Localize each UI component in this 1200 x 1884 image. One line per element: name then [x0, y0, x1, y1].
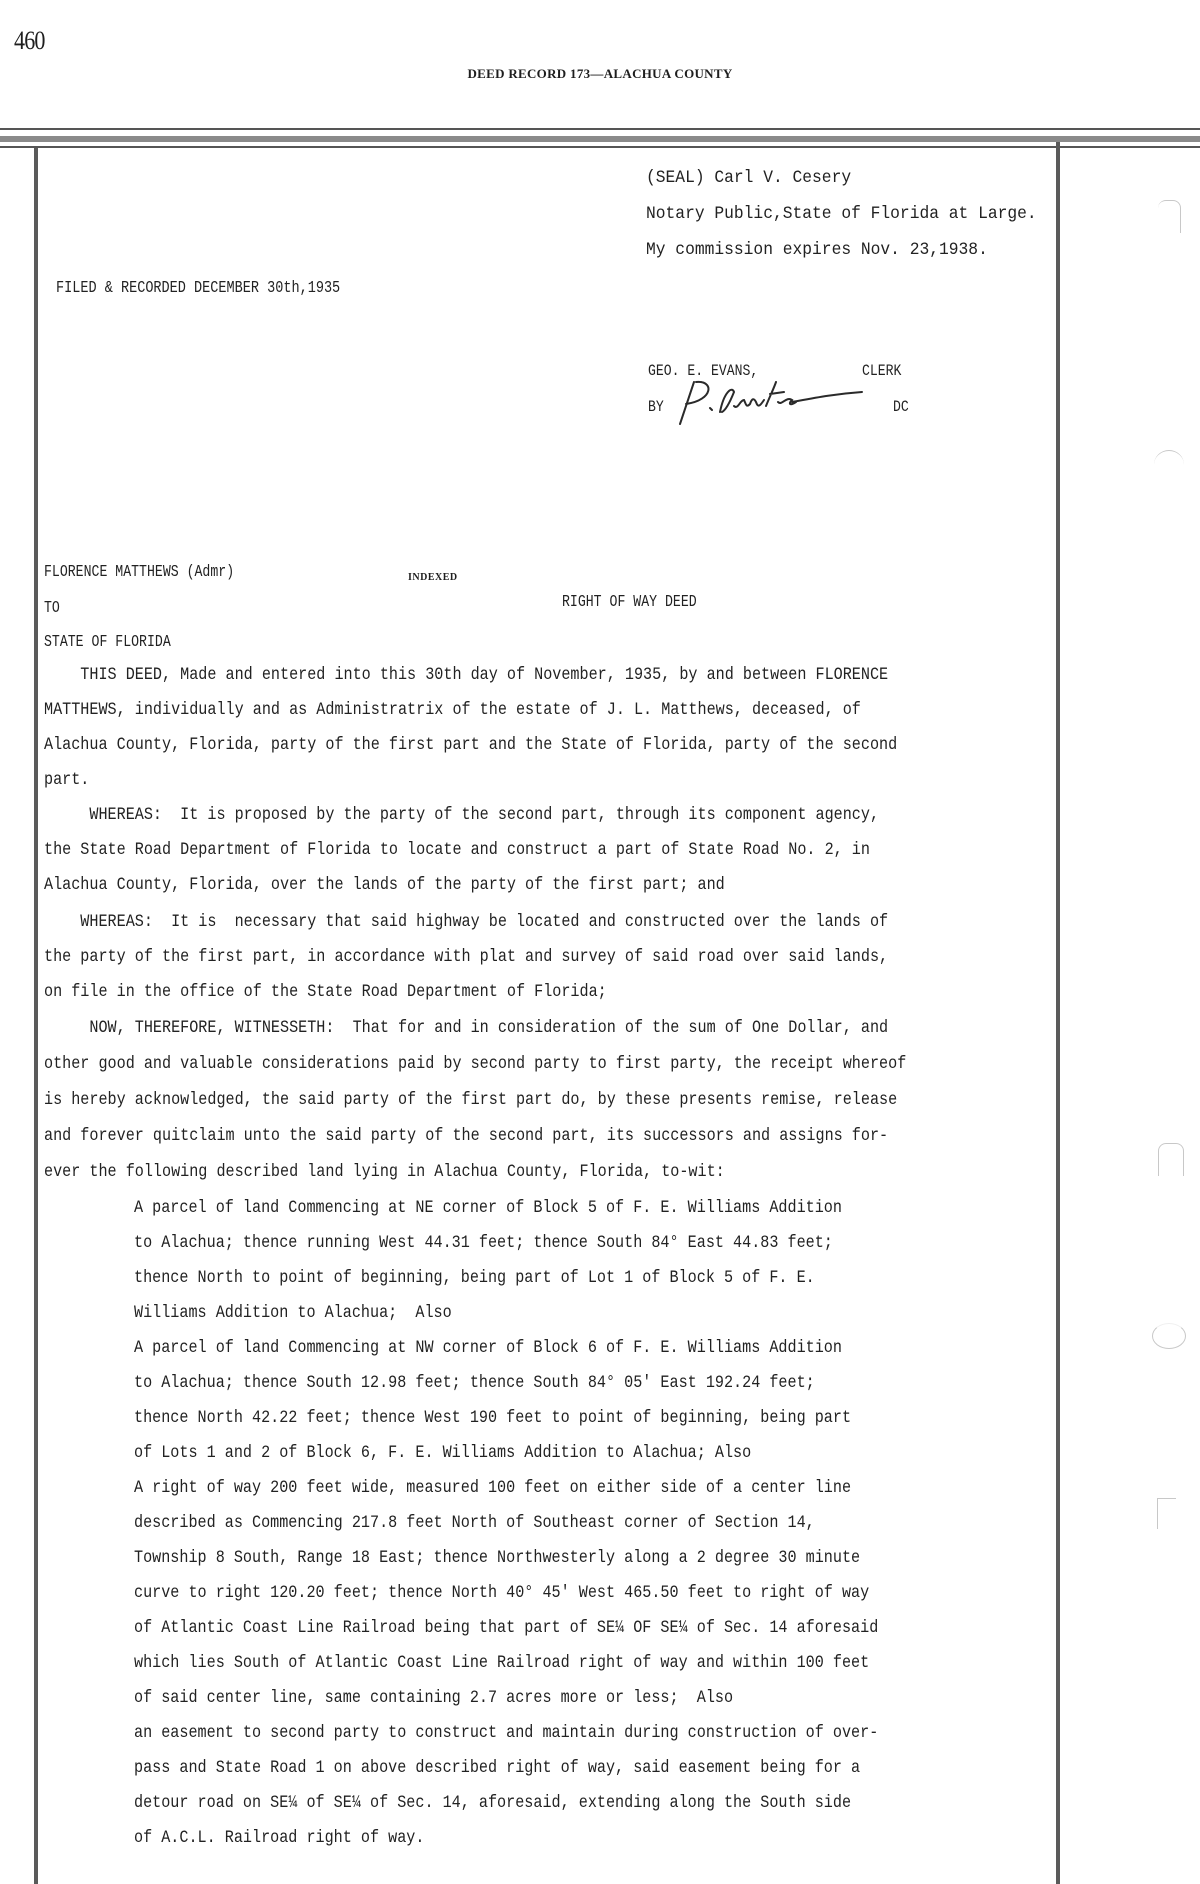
header-rule-bottom: [0, 146, 1200, 148]
indexed-stamp: INDEXED: [408, 572, 458, 583]
header-rule-top: [0, 128, 1200, 130]
to-label: TO: [44, 598, 60, 617]
description-line: to Alachua; thence running West 44.31 feet; thence South 84° East 44.83 feet;: [134, 1234, 833, 1253]
header-rule-thick: [0, 136, 1200, 142]
description-line: thence North to point of beginning, being part of Lot 1 of Block 5 of F. E.: [134, 1269, 815, 1288]
description-line: of Atlantic Coast Line Railroad being that part of SE¼ OF SE¼ of Sec. 14 aforesaid: [134, 1619, 879, 1638]
description-line: pass and State Road 1 on above described right of way, said easement being for a: [134, 1759, 861, 1778]
binder-hole-mark: [1157, 1498, 1176, 1529]
description-line: an easement to second party to construct and maintain during construction of over-: [134, 1724, 879, 1743]
description-line: of said center line, same containing 2.7 acres more or less; Also: [134, 1689, 734, 1708]
notary-title-line: Notary Public,State of Florida at Large.: [646, 204, 1037, 224]
deputy-clerk-title: DC: [893, 398, 909, 416]
record-book-title: DEED RECORD 173—ALACHUA COUNTY: [467, 66, 733, 81]
body-line: NOW, THEREFORE, WITNESSETH: That for and in consideration of the sum of One Dollar, and: [44, 1019, 889, 1038]
body-line: WHEREAS: It is proposed by the party of the second part, through its component agency,: [44, 806, 880, 825]
body-line: Alachua County, Florida, over the lands of the party of the first part; and: [44, 876, 725, 895]
deputy-clerk-signature: [674, 372, 874, 432]
left-margin-line: [34, 148, 38, 1884]
body-line: ever the following described land lying in Alachua County, Florida, to-wit:: [44, 1163, 725, 1182]
body-line: the party of the first part, in accordance with plat and survey of said road over said lands,: [44, 948, 889, 967]
body-line: other good and valuable considerations paid by second party to first party, the receipt whereof: [44, 1055, 907, 1074]
body-line: MATTHEWS, individually and as Administratrix of the estate of J. L. Matthews, deceased, of: [44, 701, 861, 720]
description-line: Township 8 South, Range 18 East; thence Northwesterly along a 2 degree 30 minute: [134, 1549, 861, 1568]
body-line: THIS DEED, Made and entered into this 30th day of November, 1935, by and between FLORENCE: [44, 666, 889, 685]
body-line: WHEREAS: It is necessary that said highway be located and constructed over the lands of: [44, 913, 889, 932]
binder-hole-mark: [1154, 450, 1184, 479]
description-line: of A.C.L. Railroad right of way.: [134, 1829, 425, 1848]
description-line: to Alachua; thence South 12.98 feet; thence South 84° 05' East 192.24 feet;: [134, 1374, 815, 1393]
description-line: Williams Addition to Alachua; Also: [134, 1304, 452, 1323]
notary-commission-line: My commission expires Nov. 23,1938.: [646, 240, 988, 260]
grantee-name: STATE OF FLORIDA: [44, 632, 171, 651]
deed-type-title: RIGHT OF WAY DEED: [562, 592, 697, 611]
body-line: and forever quitclaim unto the said party of the second part, its successors and assigns for-: [44, 1127, 889, 1146]
binder-hole-mark: [1158, 200, 1181, 233]
clerk-name: GEO. E. EVANS,: [648, 362, 759, 380]
body-line: the State Road Department of Florida to locate and construct a part of State Road No. 2, in: [44, 841, 870, 860]
description-line: of Lots 1 and 2 of Block 6, F. E. Williams Addition to Alachua; Also: [134, 1444, 752, 1463]
description-line: A right of way 200 feet wide, measured 100 feet on either side of a center line: [134, 1479, 852, 1498]
description-line: curve to right 120.20 feet; thence North 40° 45' West 465.50 feet to right of way: [134, 1584, 870, 1603]
by-label: BY: [648, 398, 664, 416]
body-line: on file in the office of the State Road Department of Florida;: [44, 983, 607, 1002]
page-number: 460: [14, 26, 45, 55]
clerk-title: CLERK: [862, 362, 902, 380]
right-margin-line: [1056, 142, 1060, 1884]
description-line: A parcel of land Commencing at NE corner of Block 5 of F. E. Williams Addition: [134, 1199, 842, 1218]
notary-seal-line: (SEAL) Carl V. Cesery: [646, 168, 852, 188]
binder-hole-mark: [1152, 1323, 1186, 1349]
binder-hole-mark: [1158, 1143, 1184, 1176]
description-line: A parcel of land Commencing at NW corner of Block 6 of F. E. Williams Addition: [134, 1339, 842, 1358]
filed-recorded-line: FILED & RECORDED DECEMBER 30th,1935: [56, 278, 341, 297]
description-line: thence North 42.22 feet; thence West 190 feet to point of beginning, being part: [134, 1409, 852, 1428]
description-line: which lies South of Atlantic Coast Line Railroad right of way and within 100 feet: [134, 1654, 870, 1673]
description-line: described as Commencing 217.8 feet North of Southeast corner of Section 14,: [134, 1514, 815, 1533]
body-line: part.: [44, 771, 90, 790]
body-line: is hereby acknowledged, the said party of the first part do, by these presents remise, release: [44, 1091, 898, 1110]
grantor-name: FLORENCE MATTHEWS (Admr): [44, 562, 235, 581]
body-line: Alachua County, Florida, party of the first part and the State of Florida, party of the second: [44, 736, 898, 755]
description-line: detour road on SE¼ of SE¼ of Sec. 14, aforesaid, extending along the South side: [134, 1794, 852, 1813]
